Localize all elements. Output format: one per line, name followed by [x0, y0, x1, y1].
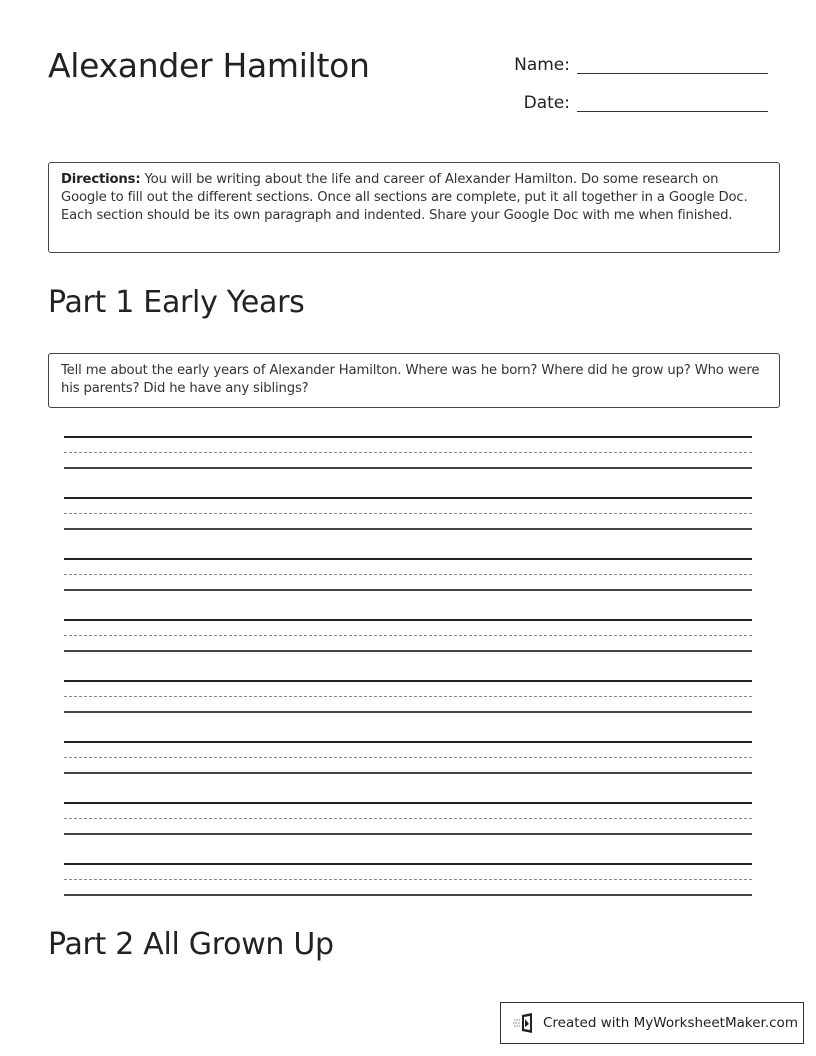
writing-line-group[interactable]: [64, 680, 752, 741]
midline-dashed: [64, 696, 752, 697]
writing-line-group[interactable]: [64, 558, 752, 619]
writing-line: [64, 528, 752, 530]
writing-line: [64, 497, 752, 499]
name-field: [500, 55, 768, 75]
writing-line-group[interactable]: [64, 863, 752, 924]
writing-line: [64, 436, 752, 438]
directions-label: Directions:: [61, 172, 141, 187]
midline-dashed: [64, 757, 752, 758]
midline-dashed: [64, 574, 752, 575]
writing-line: [64, 802, 752, 804]
writing-line: [64, 711, 752, 713]
name-blank-line[interactable]: [577, 73, 768, 74]
footer-credit-text: Created with MyWorksheetMaker.com: [543, 1015, 798, 1031]
writing-line-group[interactable]: [64, 619, 752, 680]
writing-line: [64, 589, 752, 591]
worksheet-maker-logo-icon: [513, 1012, 537, 1034]
section-heading-part-1: Part 1 Early Years: [48, 285, 305, 320]
writing-line: [64, 863, 752, 865]
midline-dashed: [64, 635, 752, 636]
worksheet-title: Alexander Hamilton: [48, 46, 370, 85]
directions-box: [48, 162, 780, 253]
writing-line: [64, 650, 752, 652]
writing-line: [64, 833, 752, 835]
midline-dashed: [64, 879, 752, 880]
section-heading-part-2: Part 2 All Grown Up: [48, 927, 334, 962]
footer-badge: [500, 1002, 804, 1044]
part-1-writing-lines[interactable]: [64, 436, 752, 924]
midline-dashed: [64, 452, 752, 453]
date-blank-line[interactable]: [577, 111, 768, 112]
writing-line: [64, 467, 752, 469]
writing-line: [64, 894, 752, 896]
date-label: Date:: [523, 93, 570, 113]
writing-line: [64, 772, 752, 774]
writing-line-group[interactable]: [64, 436, 752, 497]
part-1-prompt-text: Tell me about the early years of Alexander Hamilton. Where was he born? Where did he grow up? Who were his parents? Did he have any siblings?: [61, 363, 760, 396]
part-1-prompt-box: [48, 353, 780, 408]
writing-line-group[interactable]: [64, 802, 752, 863]
writing-line: [64, 619, 752, 621]
name-label: Name:: [514, 55, 570, 75]
midline-dashed: [64, 513, 752, 514]
writing-line: [64, 558, 752, 560]
directions-text: You will be writing about the life and career of Alexander Hamilton. Do some research on Google to fill out the different sections. Once all sections are complete, put it all together in a Google Doc. Each section should be its own paragraph and indented. Share your Google Doc with me when finished.: [61, 172, 748, 223]
writing-line: [64, 680, 752, 682]
date-field: [500, 93, 768, 113]
writing-line-group[interactable]: [64, 741, 752, 802]
writing-line: [64, 741, 752, 743]
writing-line-group[interactable]: [64, 497, 752, 558]
midline-dashed: [64, 818, 752, 819]
